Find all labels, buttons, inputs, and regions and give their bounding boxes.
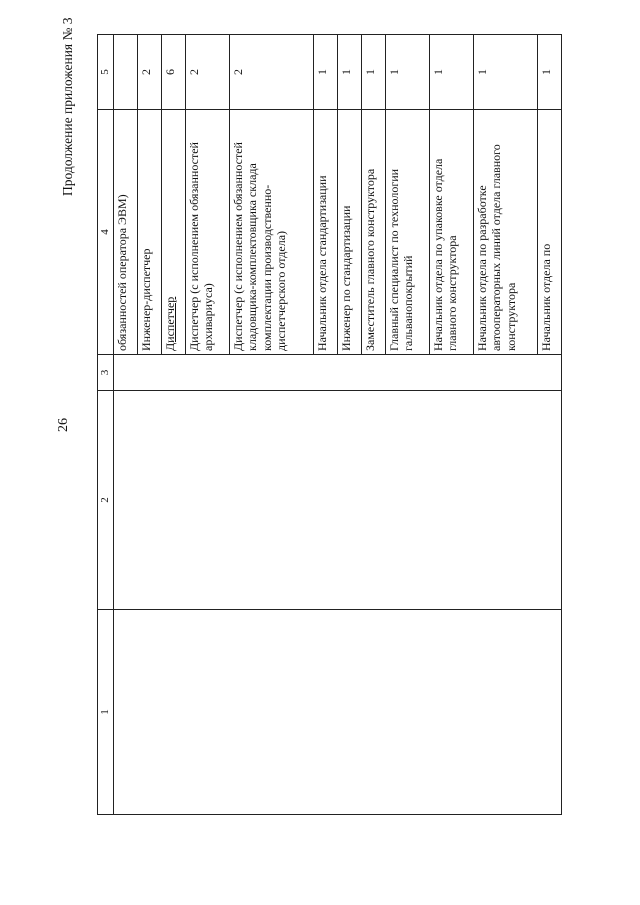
col-number-1: 1 xyxy=(98,610,114,815)
quantity-cell: 1 xyxy=(429,35,473,110)
quantity-cell: 1 xyxy=(473,35,537,110)
quantity-cell: 1 xyxy=(385,35,429,110)
cell-col3 xyxy=(113,355,562,391)
cell-col1 xyxy=(113,610,562,815)
appendix-continuation-title: Продолжение приложения № 3 xyxy=(60,17,75,196)
col-number-4: 4 xyxy=(98,110,114,355)
quantity-cell: 2 xyxy=(137,35,161,110)
quantity-cell: 6 xyxy=(161,35,185,110)
table-row xyxy=(113,35,137,815)
col-number-3: 3 xyxy=(98,355,114,391)
quantity-cell: 1 xyxy=(337,35,361,110)
cell-col2 xyxy=(113,391,562,610)
quantity-cell: 1 xyxy=(537,35,561,110)
page-number: 26 xyxy=(56,418,71,432)
quantity-cell: 1 xyxy=(361,35,385,110)
quantity-cell: 2 xyxy=(229,35,313,110)
position-cell: Главный специалист по технологии гальванопокрытий xyxy=(385,110,429,355)
staff-table xyxy=(97,34,562,815)
quantity-cell xyxy=(113,35,137,110)
position-cell: Начальник отдела по упаковке отдела главного конструктора xyxy=(429,110,473,355)
position-cell: Диспетчер (с исполнением обязанностей кладовщика-комплектовщика склада комплектации производственно-диспетчерского отдела) xyxy=(229,110,313,355)
position-cell: Начальник отдела по разработке автооператорных линий отдела главного конструктора xyxy=(473,110,537,355)
column-number-row xyxy=(98,35,114,815)
col-number-5: 5 xyxy=(98,35,114,110)
position-cell: Заместитель главного конструктора xyxy=(361,110,385,355)
position-cell: Начальник отдела по xyxy=(537,110,561,355)
position-cell: Диспетчер xyxy=(161,110,185,355)
position-cell: обязанностей оператора ЭВМ) xyxy=(113,110,137,355)
col-number-2: 2 xyxy=(98,391,114,610)
position-cell: Диспетчер (с исполнением обязанностей архивариуса) xyxy=(185,110,229,355)
position-cell: Инженер по стандартизации xyxy=(337,110,361,355)
position-cell: Начальник отдела стандартизации xyxy=(313,110,337,355)
quantity-cell: 2 xyxy=(185,35,229,110)
quantity-cell: 1 xyxy=(313,35,337,110)
position-cell: Инженер-диспетчер xyxy=(137,110,161,355)
